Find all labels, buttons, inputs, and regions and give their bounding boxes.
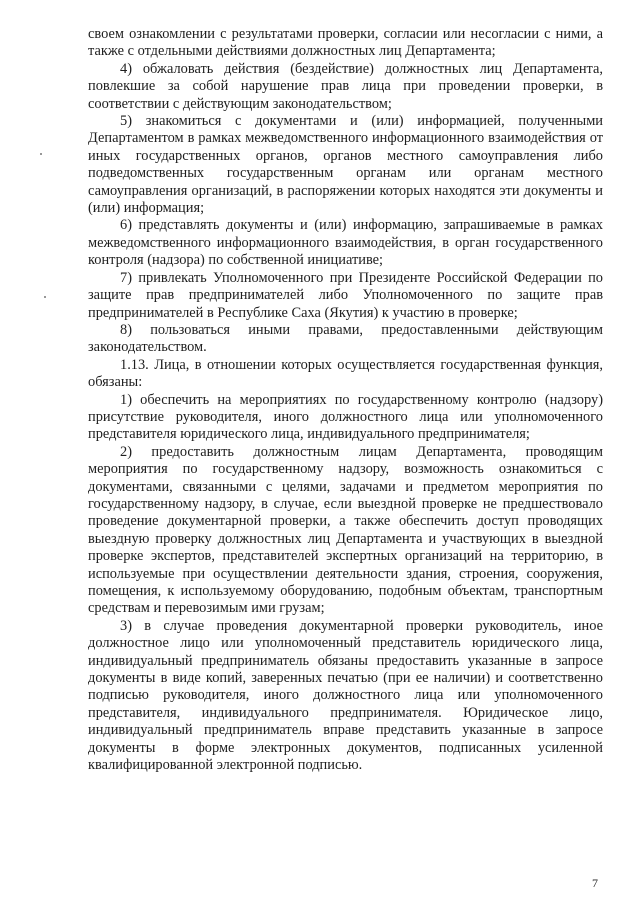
paragraph: 4) обжаловать действия (бездействие) должностных лиц Департамента, повлекшие за собой нарушение прав лица при проведении проверки, в соответствии с действующим законодательством; — [88, 60, 603, 112]
paragraph: 6) представлять документы и (или) информацию, запрашиваемые в рамках межведомственного информационного взаимодействия, в орган государственного контроля (надзора) по собственной инициативе; — [88, 217, 603, 269]
paragraph: 8) пользоваться иными правами, предоставленными действующим законодательством. — [88, 321, 603, 356]
paragraph: 1.13. Лица, в отношении которых осуществляется государственная функция, обязаны: — [88, 356, 603, 391]
paragraph: 2) предоставить должностным лицам Департамента, проводящим мероприятия по государственному надзору, возможность ознакомиться с документами, связанными с целями, задачами и предметом мероприятия по государственному надзору, в случае, если выездной проверке не предшествовало проведение документарной проверки, а также обеспечить доступ проводящих выездную проверку должностных лиц Департамента и участвующих в выездной проверке экспертов, представителей экспертных организаций на территорию, в используемые при осуществлении деятельности здания, строения, сооружения, помещения, к используемому оборудованию, подобным объектам, транспортным средствам и перевозимым ими грузам; — [88, 443, 603, 617]
page-number: 7 — [592, 876, 598, 890]
scan-speck — [40, 153, 42, 155]
paragraph: 5) знакомиться с документами и (или) информацией, полученными Департаментом в рамках межведомственного информационного взаимодействия от иных государственных органов, органов местного самоуправления либо подведомственных государственным органам или органам местного самоуправления организаций, в распоряжении которых находятся эти документы и (или) информация; — [88, 113, 603, 217]
document-body — [88, 26, 603, 774]
paragraph: 7) привлекать Уполномоченного при Президенте Российской Федерации по защите прав предпринимателей либо Уполномоченного по защите прав предпринимателей в Республике Саха (Якутия) к участию в проверке; — [88, 269, 603, 321]
paragraph: своем ознакомлении с результатами проверки, согласии или несогласии с ними, а также с отдельными действиями должностных лиц Департамента; — [88, 26, 603, 60]
scan-speck — [44, 296, 46, 298]
paragraph: 1) обеспечить на мероприятиях по государственному контролю (надзору) присутствие руководителя, иного должностного лица или уполномоченного представителя юридического лица, индивидуального предпринимателя; — [88, 391, 603, 443]
paragraph: 3) в случае проведения документарной проверки руководитель, иное должностное лицо или уполномоченный представитель юридического лица, индивидуальный предприниматель обязаны предоставить указанные в запросе документы в виде копий, заверенных печатью (при ее наличии) и соответственно подписью руководителя, иного должностного лица или уполномоченного представителя, индивидуального предпринимателя. Юридическое лицо, индивидуальный предприниматель вправе представить указанные в запросе документы в форме электронных документов, подписанных усиленной квалифицированной электронной подписью. — [88, 617, 603, 774]
